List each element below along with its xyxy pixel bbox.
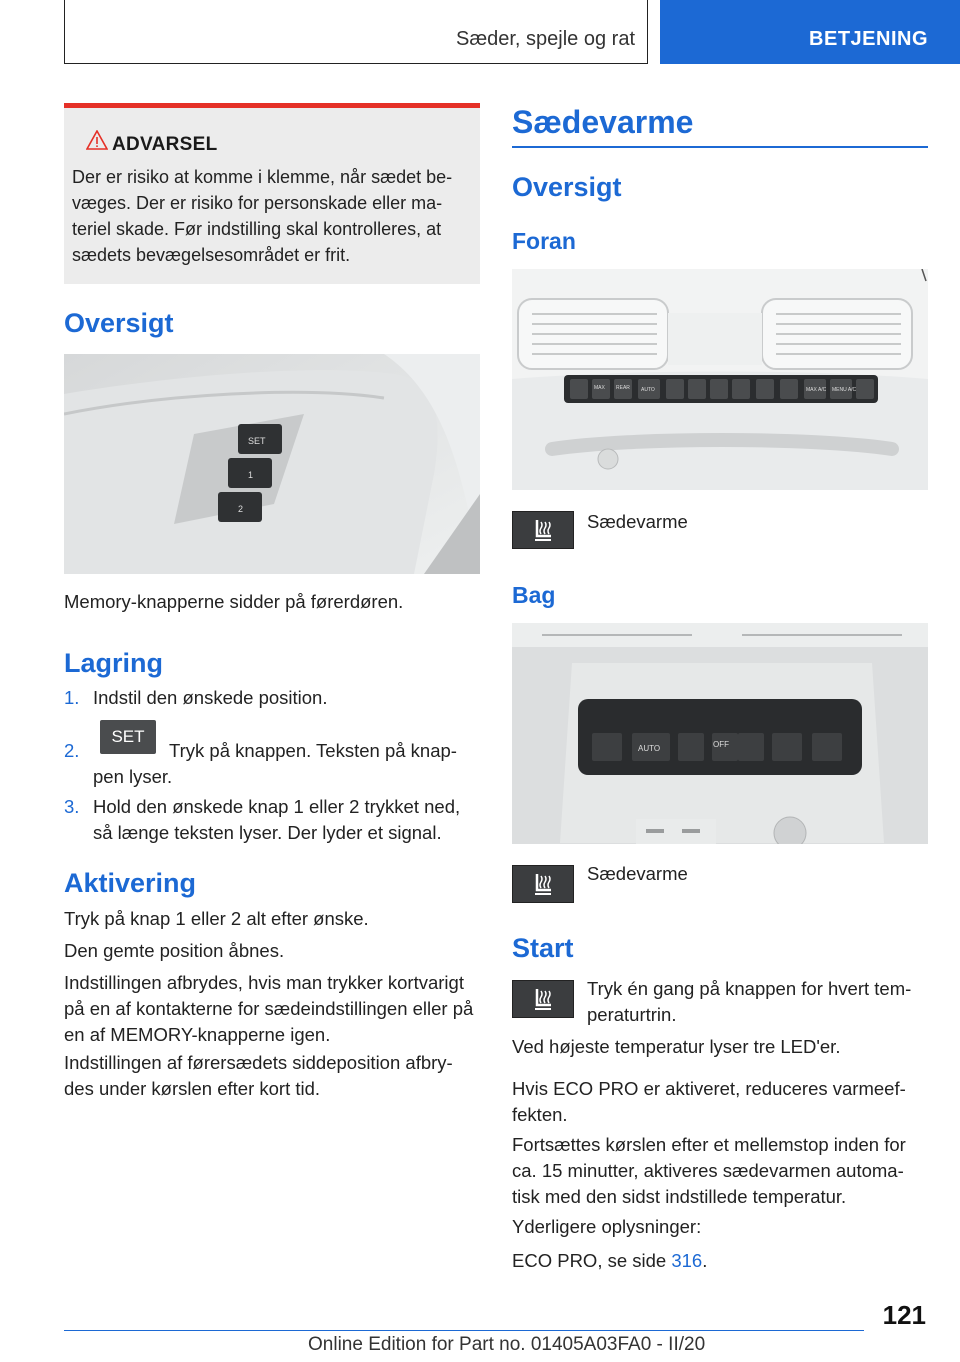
page-number: 121 <box>882 1300 926 1330</box>
storing-heading: Lagring <box>64 648 163 678</box>
front-panel-label-menu-ac: MENU A/C <box>832 387 857 393</box>
start-heading: Start <box>512 933 574 963</box>
front-heading: Foran <box>512 228 576 254</box>
warning-text: Der er risiko at komme i klemme, når sædet be-væges. Der er risiko for personskade eller ma-teriel skade. Før indstilling skal kontrolleres, at sædets bevægelsesområdet er frit. <box>72 167 453 265</box>
step-text: Hold den ønskede knap 1 eller 2 trykket ned, så længe teksten lyser. Der lyder et signal. <box>93 796 461 843</box>
step-number: 2. <box>64 740 80 761</box>
paragraph: Ved højeste temperatur lyser tre LED'er. <box>512 1036 841 1057</box>
paragraph: Hvis ECO PRO er aktiveret, reduceres varmeef-fekten. <box>512 1078 906 1125</box>
rear-panel-label-auto: AUTO <box>638 744 661 753</box>
step-3 <box>64 794 480 846</box>
running-header-left <box>64 0 648 64</box>
footer-rule <box>64 1330 864 1331</box>
rear-panel-label-off: OFF <box>713 740 729 749</box>
warning-icon <box>86 130 108 150</box>
cross-reference <box>512 1248 928 1274</box>
front-icon-label: Sædevarme <box>587 511 688 532</box>
section-title: Sæder, spejle og rat <box>456 28 635 50</box>
door-button-2: 2 <box>238 504 244 514</box>
activation-paragraph: Indstillingen afbrydes, hvis man trykker kortvarigt på en af kontakterne for sædeindstillingen eller på en af MEMORY-knapperne igen. <box>64 972 474 1045</box>
seat-heating-icon <box>512 511 574 549</box>
front-panel-label-rear: REAR <box>616 385 630 391</box>
door-button-set: SET <box>248 436 266 446</box>
step-2 <box>64 720 480 787</box>
start-instruction: Tryk én gang på knappen for hvert tem-peraturtrin. <box>587 978 912 1025</box>
page-link[interactable]: 316 <box>671 1250 703 1271</box>
activation-paragraph: Den gemte position åbnes. <box>64 940 285 961</box>
seat-heating-title: Sædevarme <box>512 104 694 140</box>
front-panel-label-max-ac: MAX A/C <box>806 387 827 393</box>
paragraph: Yderligere oplysninger: <box>512 1216 702 1237</box>
ref-end: . <box>702 1250 708 1271</box>
ref-text: ECO PRO, se side <box>512 1250 672 1271</box>
overview-heading-right: Oversigt <box>512 172 622 202</box>
edition-text: Online Edition for Part no. 01405A03FA0 - II/20 <box>308 1334 706 1355</box>
warning-box <box>64 108 480 284</box>
step-text: Indstil den ønskede position. <box>93 687 328 708</box>
rear-heading: Bag <box>512 582 556 608</box>
door-button-1: 1 <box>248 470 254 480</box>
door-memory-photo <box>64 354 480 574</box>
activation-paragraph: Tryk på knap 1 eller 2 alt efter ønske. <box>64 908 369 929</box>
step-1 <box>64 685 480 711</box>
step-number: 3. <box>64 796 80 817</box>
photo-caption: Memory-knapperne sidder på førerdøren. <box>64 591 404 612</box>
chapter-tab <box>660 0 960 64</box>
set-button-icon: SET <box>100 720 156 754</box>
rear-panel-photo <box>512 623 928 844</box>
overview-heading-left: Oversigt <box>64 308 174 338</box>
front-panel-photo <box>512 269 928 490</box>
step-text: Tryk på knappen. Teksten på knap-pen lyser. <box>93 740 457 787</box>
activation-heading: Aktivering <box>64 868 197 898</box>
step-number: 1. <box>64 687 80 708</box>
activation-paragraph: Indstillingen af førersædets siddeposition afbry-des under kørslen efter kort tid. <box>64 1052 453 1099</box>
front-panel-label-auto: AUTO <box>641 387 655 393</box>
title-rule <box>512 146 928 148</box>
paragraph: Fortsættes kørslen efter et mellemstop inden for ca. 15 minutter, aktiveres sædevarmen automa-tisk med den sidst indstillede temperatur. <box>512 1134 906 1207</box>
front-panel-label-max: MAX <box>594 385 605 391</box>
chapter-title: BETJENING <box>809 28 928 50</box>
warning-title: ADVARSEL <box>112 134 218 155</box>
rear-icon-label: Sædevarme <box>587 863 688 884</box>
seat-heating-icon <box>512 980 574 1018</box>
seat-heating-icon <box>512 865 574 903</box>
